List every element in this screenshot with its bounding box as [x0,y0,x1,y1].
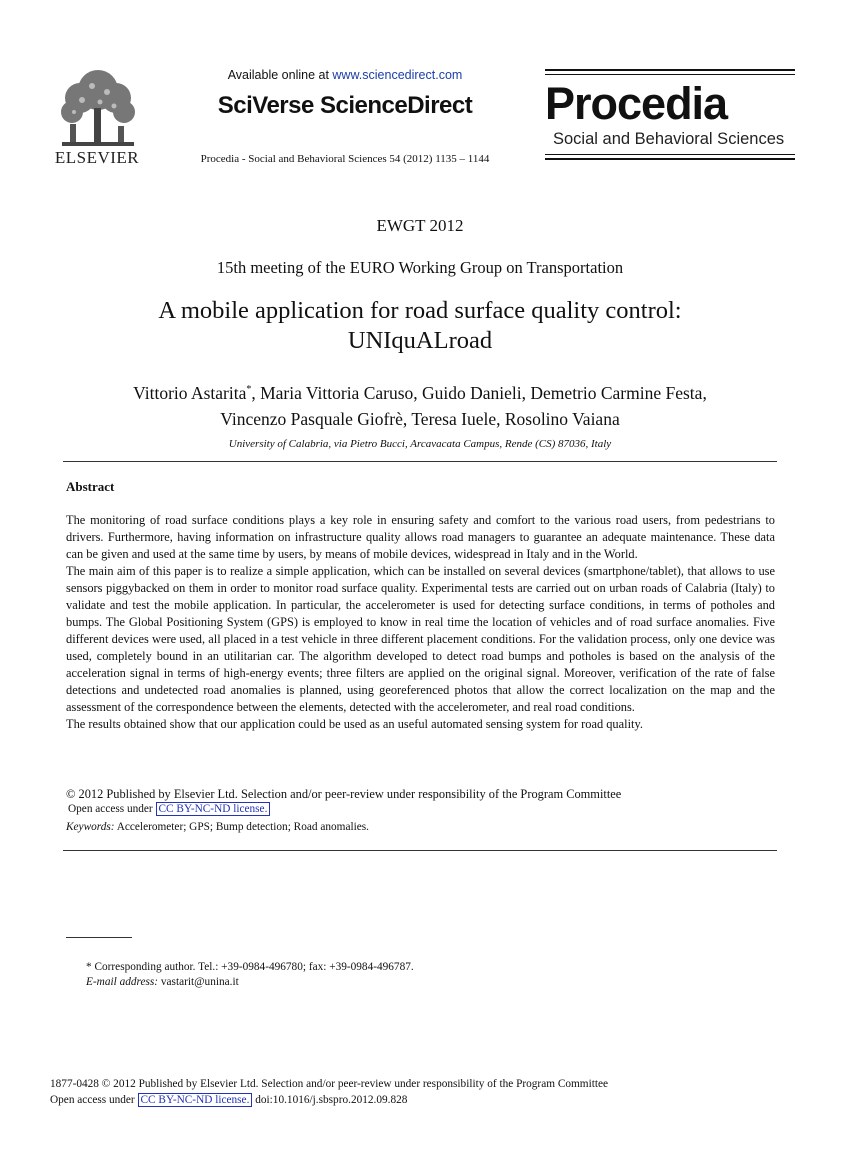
copyright-statement: © 2012 Published by Elsevier Ltd. Selection and/or peer-review under responsibility of the Program Committee [66,787,622,801]
available-online-line [150,68,540,82]
issn-copyright-line: 1877-0428 © 2012 Published by Elsevier Ltd. Selection and/or peer-review under responsibility of the Program Committee [50,1078,609,1090]
paper-title-line-2: UNIquALroad [347,327,493,354]
license-link[interactable]: CC BY-NC-ND license. [156,802,271,816]
journal-reference: Procedia - Social and Behavioral Sciences 54 (2012) 1135 – 1144 [200,153,490,165]
bottom-open-access-line [50,1094,407,1106]
paper-title-line-1: A mobile application for road surface quality control: [158,297,682,324]
affiliation: University of Calabria, via Pietro Bucci, Arcavacata Campus, Rende (CS) 87036, Italy [228,438,612,450]
abstract-paragraph: The monitoring of road surface conditions plays a key role in ensuring safety and comfort to the various road users, from pedestrians to drivers. Furthermore, having information on infrastructure quality allows road managers to guarantee an adequate maintenance. These data can be given and used at the same time by users, by means of mobile devices, widespread in Italy and in the World. [66,513,775,561]
footnote-rule [66,937,132,938]
bottom-open-access-prefix: Open access under [50,1094,138,1106]
divider-bottom [63,850,777,851]
procedia-rule-bottom-thin [545,154,795,155]
email-address[interactable]: vastarit@unina.it [158,976,239,988]
procedia-rule-bottom [545,158,795,160]
email-label: E-mail address: [86,976,159,988]
paper-title [60,296,780,356]
open-access-line [68,803,270,815]
author-line-2: Vincenzo Pasquale Giofrè, Teresa Iuele, Rosolino Vaiana [220,408,620,429]
procedia-rule-top-thin [545,74,795,75]
doi[interactable]: doi:10.1016/j.sbspro.2012.09.828 [252,1094,408,1106]
corresponding-author-mark: * [246,384,252,395]
abstract-paragraph: The results obtained show that our application could be used as an useful automated sensing system for road quality. [66,717,643,731]
corresponding-author-footnote: * Corresponding author. Tel.: +39-0984-496780; fax: +39-0984-496787. [86,961,414,973]
first-author: Vittorio Astarita [133,382,247,403]
keywords-label: Keywords: [66,821,115,833]
abstract-body [66,512,775,733]
procedia-logo-title: Procedia [545,78,728,129]
email-footnote [86,976,239,988]
bottom-license-link[interactable]: CC BY-NC-ND license. [138,1093,253,1107]
keywords-line [66,821,369,833]
open-access-prefix: Open access under [68,803,156,815]
sciverse-sciencedirect-logo: SciVerse ScienceDirect [217,92,473,119]
procedia-logo-subtitle: Social and Behavioral Sciences [553,130,785,148]
author-line-1 [60,377,780,406]
sciencedirect-link[interactable]: www.sciencedirect.com [332,68,463,82]
meeting-name: 15th meeting of the EURO Working Group on Transportation [216,258,624,277]
divider-top [63,461,777,462]
available-prefix: Available online at [227,68,333,82]
conference-name: EWGT 2012 [376,216,464,235]
procedia-rule-top [545,69,795,71]
keywords-list: Accelerometer; GPS; Bump detection; Road anomalies. [114,821,369,833]
abstract-paragraph: The main aim of this paper is to realize a simple application, which can be installed on several devices (smartphone/tablet), that allows to use sensors piggybacked on them in order to monitor road surface quality. Experimental tests are carried out on urban roads of Calabria (Italy) to validate and test the mobile application. In particular, the accelerometer is used for detecting surface conditions, in terms of potholes and bumps. The Global Positioning System (GPS) is employed to know in real time the location of vehicles and of road surface anomalies. Five different devices were used, all placed in a test vehicle in three different placement conditions. For the validation process, only one device was used, completely bound in an utilitarian car. The algorithm developed to detect road bumps and potholes is based on the analysis of the acceleration signal in terms of high-energy events; three filters are applied on the original signal. Moreover, verification of the rate of false detections and undetected road anomalies is planned, using georeferenced photos that allow the correct localization on the map and the assessment of the correspondence between the elements, detected with the accelerometer, and real road conditions. [66,564,775,714]
abstract-heading: Abstract [66,479,115,494]
other-authors: , Maria Vittoria Caruso, Guido Danieli, Demetrio Carmine Festa, [251,382,707,403]
elsevier-wordmark: ELSEVIER [54,148,140,167]
author-list [60,377,780,432]
